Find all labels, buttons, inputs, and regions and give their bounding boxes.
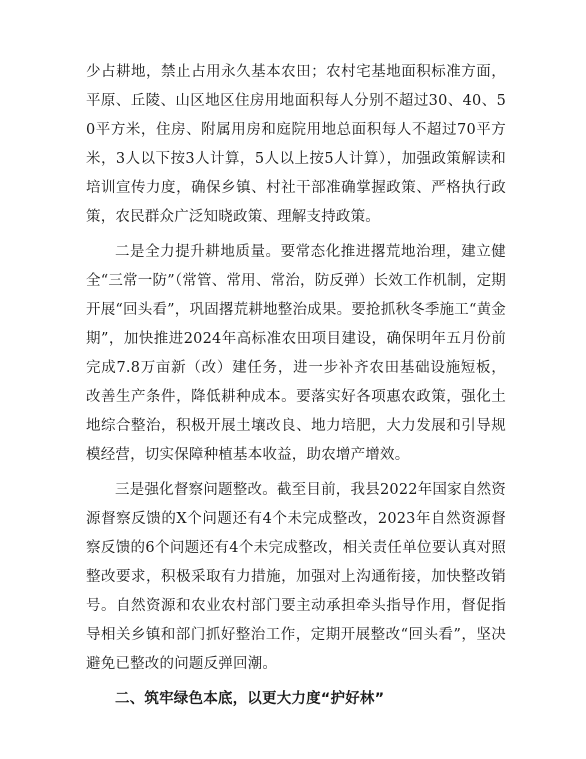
paragraph-inspection-rectification: 三是强化督察问题整改。截至目前，我县2022年国家自然资源督察反馈的X个问题还有4个未完成整改，2023年自然资源督察反馈的6个问题还有4个未完成整改，相关责任单位要认真对照整改要求，积极采取有力措施，加强对上沟通衔接，加快整改销号。自然资源和农业农村部门要主动承担牵头指导作用，督促指导相关乡镇和部门抓好整治工作，定期开展整改“回头看”，坚决避免已整改的问题反弹回潮。 — [86, 482, 506, 672]
paragraph-land-policy: 少占耕地，禁止占用永久基本农田；农村宅基地面积标准方面，平原、丘陵、山区地区住房用地面积每人分别不超过30、40、50平方米，住房、附属用房和庭院用地总面积每人不超过70平方米，3人以下按3人计算，5人以上按5人计算），加强政策解读和培训宣传力度，确保乡镇、村社干部准确掌握政策、严格执行政策，农民群众广泛知晓政策、理解支持政策。 — [86, 64, 506, 225]
document-body — [86, 58, 506, 714]
paragraph-farmland-quality: 二是全力提升耕地质量。要常态化推进撂荒地治理，建立健全“三常一防”（常管、常用、常治，防反弹）长效工作机制，定期开展“回头看”，巩固撂荒耕地整治成果。要抢抓秋冬季施工“黄金期”，加快推进2024年高标准农田项目建设，确保明年五月份前完成7.8万亩新（改）建任务，进一步补齐农田基础设施短板，改善生产条件，降低耕种成本。要落实好各项惠农政策，强化土地综合整治，积极开展土壤改良、地力培肥，大力发展和引导规模经营，切实保障种植基本收益，助农增产增效。 — [86, 244, 506, 463]
section-heading-forest: 二、筑牢绿色本底，以更大力度“护好林” — [115, 691, 385, 707]
